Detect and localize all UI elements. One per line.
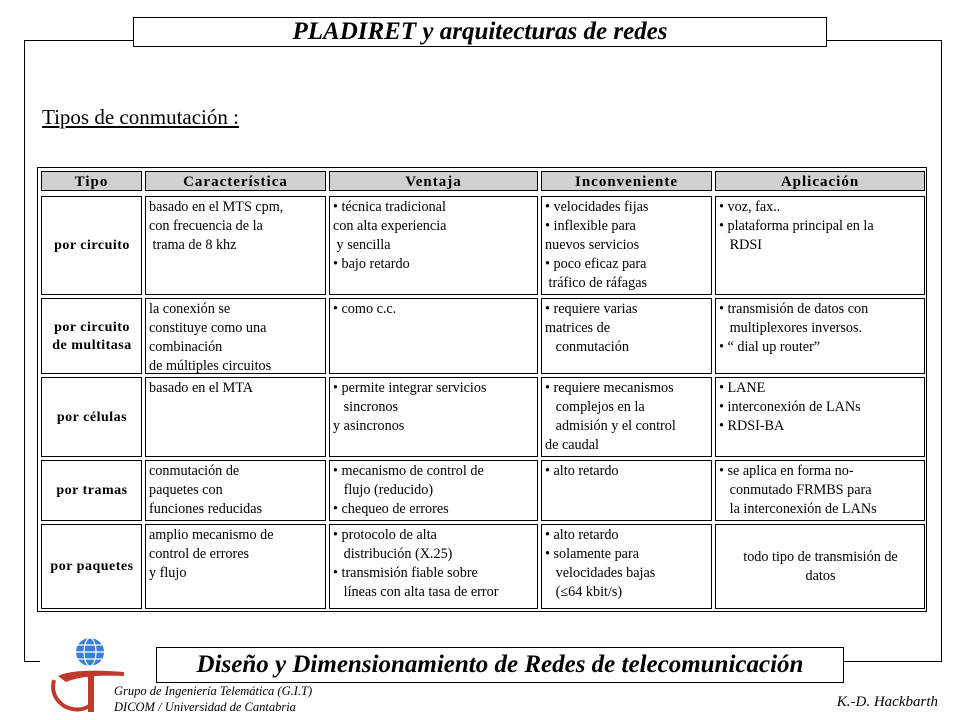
- cell-line: y flujo: [149, 565, 187, 581]
- cell-line: RDSI: [719, 237, 762, 253]
- cell-line: • LANE: [719, 380, 766, 396]
- cell-line: trama de 8 khz: [149, 237, 237, 253]
- cell-line: • alto retardo: [545, 527, 619, 543]
- cell-line: • como c.c.: [333, 301, 397, 317]
- switching-types-table: [37, 167, 927, 612]
- cell-line: multiplexores inversos.: [719, 320, 863, 336]
- cell-caracteristica: [145, 524, 326, 609]
- cell-line: conmutación: [545, 339, 629, 355]
- cell-line: constituye como una: [149, 320, 267, 336]
- cell-line: • permite integrar servicios: [333, 380, 487, 396]
- cell-line: • inflexible para: [545, 218, 636, 234]
- cell-line: conmutado FRMBS para: [719, 482, 872, 498]
- cell-line: conmutación de: [149, 463, 240, 479]
- cell-inconveniente: [541, 196, 712, 295]
- cell-caracteristica: [145, 460, 326, 521]
- cell-caracteristica: [145, 377, 326, 457]
- cell-line: • “ dial up router”: [719, 339, 821, 355]
- group-line-1: Grupo de Ingeniería Telemática (G.I.T): [114, 684, 313, 698]
- cell-line: basado en el MTA: [149, 380, 254, 396]
- cell-line: paquetes con: [149, 482, 223, 498]
- cell-line: • alto retardo: [545, 463, 619, 479]
- tipo-label: de multitasa: [52, 337, 132, 353]
- cell-inconveniente: [541, 524, 712, 609]
- cell-line: líneas con alta tasa de error: [333, 584, 499, 600]
- cell-line: flujo (reducido): [333, 482, 434, 498]
- cell-line: • interconexión de LANs: [719, 399, 861, 415]
- cell-tipo: [41, 298, 142, 374]
- cell-content: [743, 548, 897, 586]
- cell-inconveniente: [541, 298, 712, 374]
- cell-line: distribución (X.25): [333, 546, 453, 562]
- cell-ventaja: [329, 196, 538, 295]
- cell-line: basado en el MTS cpm,: [149, 199, 284, 215]
- cell-line: • técnica tradicional: [333, 199, 446, 215]
- cell-line: con alta experiencia: [333, 218, 447, 234]
- cell-line: • requiere mecanismos: [545, 380, 674, 396]
- cell-caracteristica: [145, 196, 326, 295]
- cell-tipo: [41, 460, 142, 521]
- tipo-label: por circuito: [54, 319, 130, 335]
- cell-line: y asincronos: [333, 418, 405, 434]
- cell-tipo: [41, 377, 142, 457]
- tipo-label: por células: [56, 409, 128, 425]
- cell-line: • protocolo de alta: [333, 527, 437, 543]
- cell-caracteristica: [145, 298, 326, 374]
- footer-title: Diseño y Dimensionamiento de Redes de telecomunicación: [156, 647, 844, 683]
- section-subtitle: Tipos de conmutación :: [42, 105, 239, 129]
- cell-aplicacion: [715, 524, 925, 609]
- header-aplicacion: Aplicación: [715, 171, 925, 191]
- cell-line: • se aplica en forma no-: [719, 463, 854, 479]
- cell-aplicacion: [715, 196, 925, 295]
- cell-ventaja: [329, 298, 538, 374]
- cell-aplicacion: [715, 460, 925, 521]
- cell-line: matrices de: [545, 320, 610, 336]
- cell-inconveniente: [541, 377, 712, 457]
- cell-line: de caudal: [545, 437, 599, 453]
- cell-line: la interconexión de LANs: [719, 501, 877, 517]
- cell-line: (≤64 kbit/s): [545, 584, 623, 600]
- slide-title: PLADIRET y arquitecturas de redes: [133, 17, 827, 47]
- header-ventaja: Ventaja: [329, 171, 538, 191]
- cell-line: de múltiples circuitos: [149, 358, 272, 374]
- cell-line: • RDSI-BA: [719, 418, 785, 434]
- cell-inconveniente: [541, 460, 712, 521]
- cell-line: • solamente para: [545, 546, 639, 562]
- header-tipo: Tipo: [41, 171, 142, 191]
- cell-line: • chequeo de errores: [333, 501, 449, 517]
- cell-ventaja: [329, 377, 538, 457]
- cell-aplicacion: [715, 377, 925, 457]
- cell-line: amplio mecanismo de: [149, 527, 274, 543]
- header-caracteristica: Característica: [145, 171, 326, 191]
- cell-line: • mecanismo de control de: [333, 463, 484, 479]
- cell-tipo: [41, 196, 142, 295]
- cell-line: control de errores: [149, 546, 250, 562]
- cell-line: complejos en la: [545, 399, 645, 415]
- author-name: K.-D. Hackbarth: [836, 694, 938, 710]
- tipo-label: por circuito: [54, 238, 130, 253]
- cell-tipo: [41, 524, 142, 609]
- cell-line: la conexión se: [149, 301, 231, 317]
- cell-line: velocidades bajas: [545, 565, 656, 581]
- header-inconveniente: Inconveniente: [541, 171, 712, 191]
- cell-line: • transmisión fiable sobre: [333, 565, 478, 581]
- cell-line: tráfico de ráfagas: [545, 275, 648, 291]
- tipo-label: por paquetes: [50, 559, 134, 574]
- cell-line: • poco eficaz para: [545, 256, 647, 272]
- cell-line: combinación: [149, 339, 223, 355]
- cell-line: • requiere varias: [545, 301, 638, 317]
- cell-line: y sencilla: [333, 237, 391, 253]
- cell-line: • voz, fax..: [719, 199, 781, 215]
- cell-line: con frecuencia de la: [149, 218, 263, 234]
- cell-line: nuevos servicios: [545, 237, 640, 253]
- cell-ventaja: [329, 460, 538, 521]
- cell-aplicacion: [715, 298, 925, 374]
- cell-line: admisión y el control: [545, 418, 676, 434]
- cell-line: • transmisión de datos con: [719, 301, 869, 317]
- group-info: [114, 683, 312, 715]
- cell-line: • velocidades fijas: [545, 199, 649, 215]
- cell-ventaja: [329, 524, 538, 609]
- tipo-label: por tramas: [56, 483, 128, 498]
- cell-line: sincronos: [333, 399, 399, 415]
- cell-line: • bajo retardo: [333, 256, 410, 272]
- cell-line: • plataforma principal en la: [719, 218, 874, 234]
- cell-line: datos: [805, 568, 836, 584]
- group-line-2: DICOM / Universidad de Cantabria: [114, 700, 296, 714]
- cell-line: funciones reducidas: [149, 501, 263, 517]
- cell-line: todo tipo de transmisión de: [743, 549, 898, 565]
